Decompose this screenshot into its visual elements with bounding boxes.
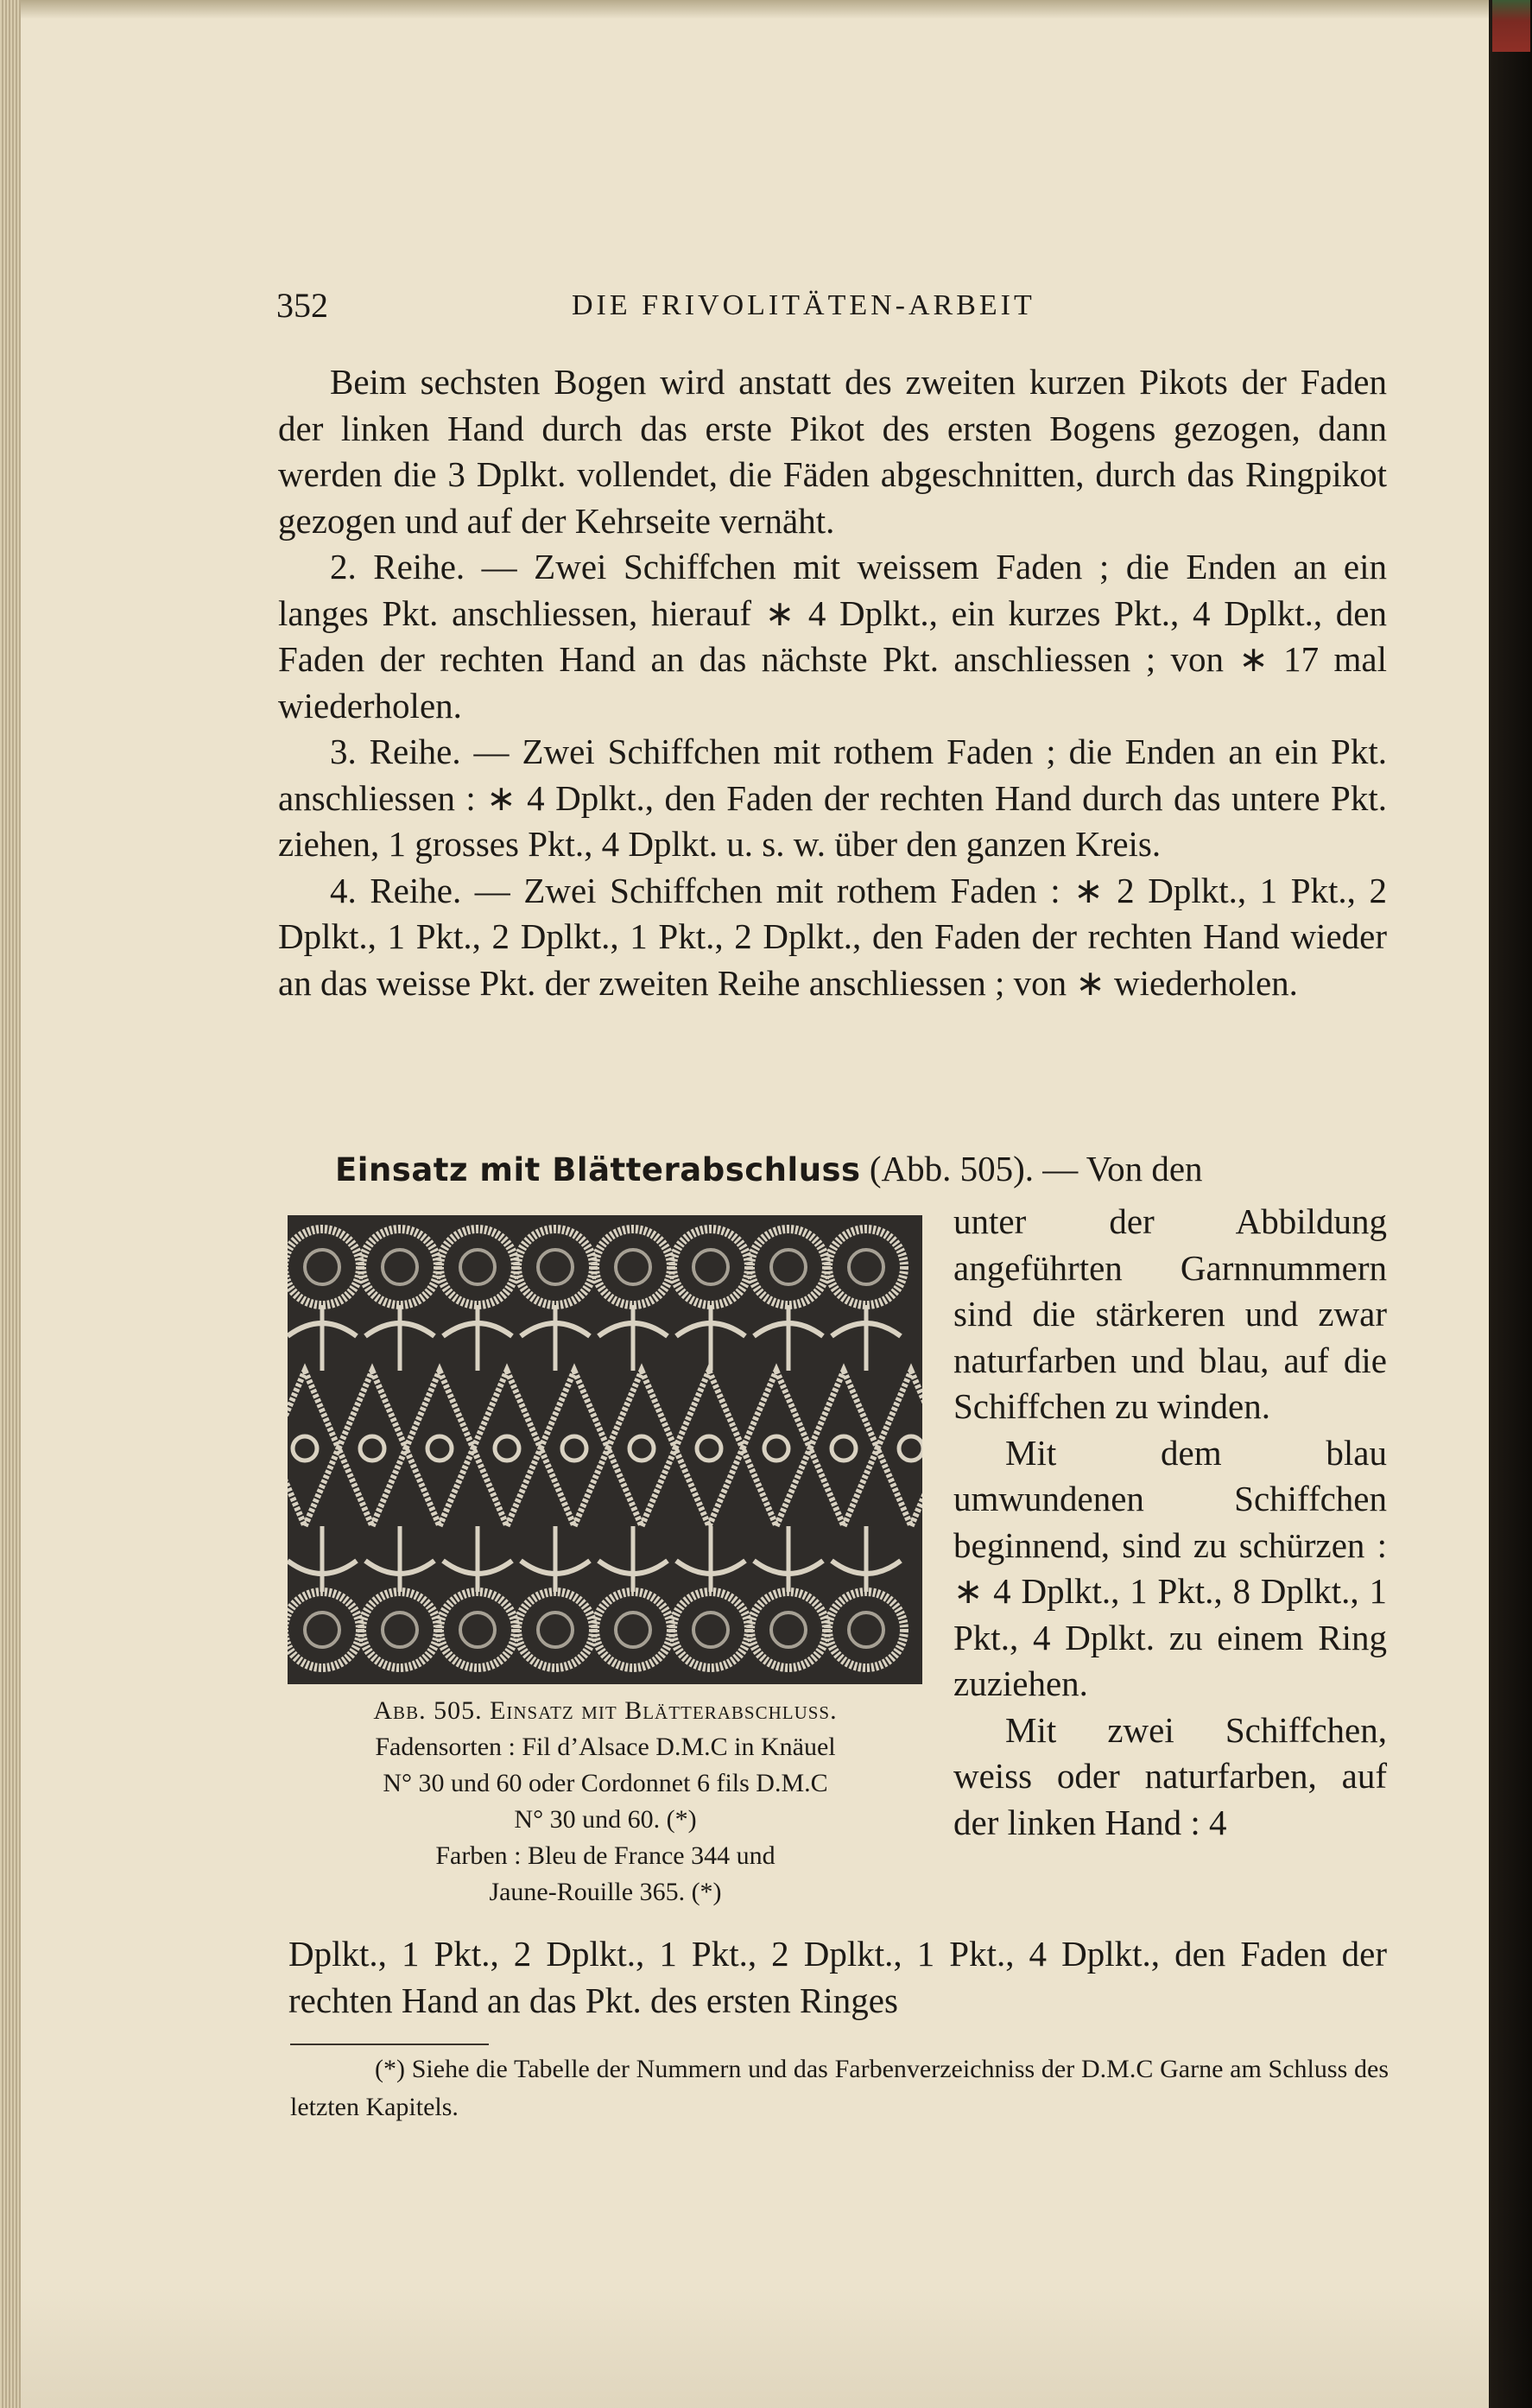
paragraph: Mit zwei Schiffchen, weiss oder naturfarben, auf der linken Hand : 4 (953, 1709, 1387, 1842)
side-text-column (953, 1199, 1387, 1846)
caption-line: Farben : Bleu de France 344 und (435, 1841, 775, 1870)
footnote-text: (*) Siehe die Tabelle der Nummern und das Farbenverzeichniss der D.M.C Garne am Schluss des letzten Kapitels. (290, 2055, 1389, 2121)
section-heading-line (335, 1146, 1387, 1194)
caption-line: Jaune-Rouille 365. (*) (489, 1878, 722, 1906)
paragraph: 2. Reihe. — Zwei Schiffchen mit weissem Faden ; die Enden an ein langes Pkt. anschliessen, hierauf ∗ 4 Dplkt., ein kurzes Pkt., 4 Dplkt., den Faden der rechten Hand an das nächste Pkt. anschliessen ; von ∗ 17 mal wiederholen. (278, 547, 1387, 726)
caption-title: Abb. 505. Einsatz mit Blätterabschluss. (373, 1696, 838, 1725)
page-number: 352 (276, 286, 328, 325)
continuation-text (288, 1931, 1387, 2024)
page-bottom-shadow (21, 2287, 1489, 2408)
paragraph: Dplkt., 1 Pkt., 2 Dplkt., 1 Pkt., 2 Dplkt., 1 Pkt., 4 Dplkt., den Faden der rechten Hand an das Pkt. des ersten Ringes (288, 1934, 1387, 2020)
main-text (278, 359, 1387, 1006)
running-title: DIE FRIVOLITÄTEN-ARBEIT (572, 289, 1035, 321)
paragraph: 3. Reihe. — Zwei Schiffchen mit rothem Faden ; die Enden an ein Pkt. anschliessen : ∗ 4 Dplkt., den Faden der rechten Hand durch das untere Pkt. ziehen, 1 grosses Pkt., 4 Dplkt. u. s. w. über den ganzen Kreis. (278, 732, 1387, 864)
caption-line: Fadensorten : Fil d’Alsace D.M.C in Knäuel (375, 1733, 836, 1761)
paragraph: unter der Abbildung angeführten Garnnummern sind die stärkeren und zwar naturfarben und blau, auf die Schiffchen zu winden. (953, 1201, 1387, 1426)
caption-line: N° 30 und 60. (*) (514, 1805, 697, 1834)
figure-caption (290, 1693, 921, 1911)
paragraph: Mit dem blau umwundenen Schiffchen beginnend, sind zu schürzen : ∗ 4 Dplkt., 1 Pkt., 8 Dplkt., 1 Pkt., 4 Dplkt. zu einem Ring zuziehen. (953, 1432, 1387, 1703)
paragraph: 4. Reihe. — Zwei Schiffchen mit rothem Faden : ∗ 2 Dplkt., 1 Pkt., 2 Dplkt., 1 Pkt., 2 Dplkt., 1 Pkt., 2 Dplkt., den Faden der rechten Hand wieder an das weisse Pkt. der zweiten Reihe anschliessen ; von ∗ wiederholen. (278, 870, 1387, 1003)
footnote-rule (290, 2044, 489, 2045)
lace-pattern-image (288, 1215, 922, 1684)
bookmark-ribbon (1492, 0, 1530, 52)
book-page-edges (0, 0, 21, 2408)
page-top-shadow (21, 0, 1489, 19)
paragraph: Beim sechsten Bogen wird anstatt des zweiten kurzen Pikots der Faden der linken Hand durch das erste Pikot des ersten Bogens gezogen, dann werden die 3 Dplkt. vollendet, die Fäden abgeschnitten, durch das Ringpikot gezogen und auf der Kehrseite vernäht. (278, 362, 1387, 541)
lace-illustration (288, 1215, 922, 1684)
book-binding-edge (1489, 0, 1532, 2408)
caption-line: N° 30 und 60 oder Cordonnet 6 fils D.M.C (383, 1769, 828, 1797)
section-heading: Einsatz mit Blätterabschluss (335, 1151, 861, 1188)
footnote (290, 2050, 1389, 2126)
section-heading-continuation: (Abb. 505). — Von den (869, 1149, 1203, 1188)
